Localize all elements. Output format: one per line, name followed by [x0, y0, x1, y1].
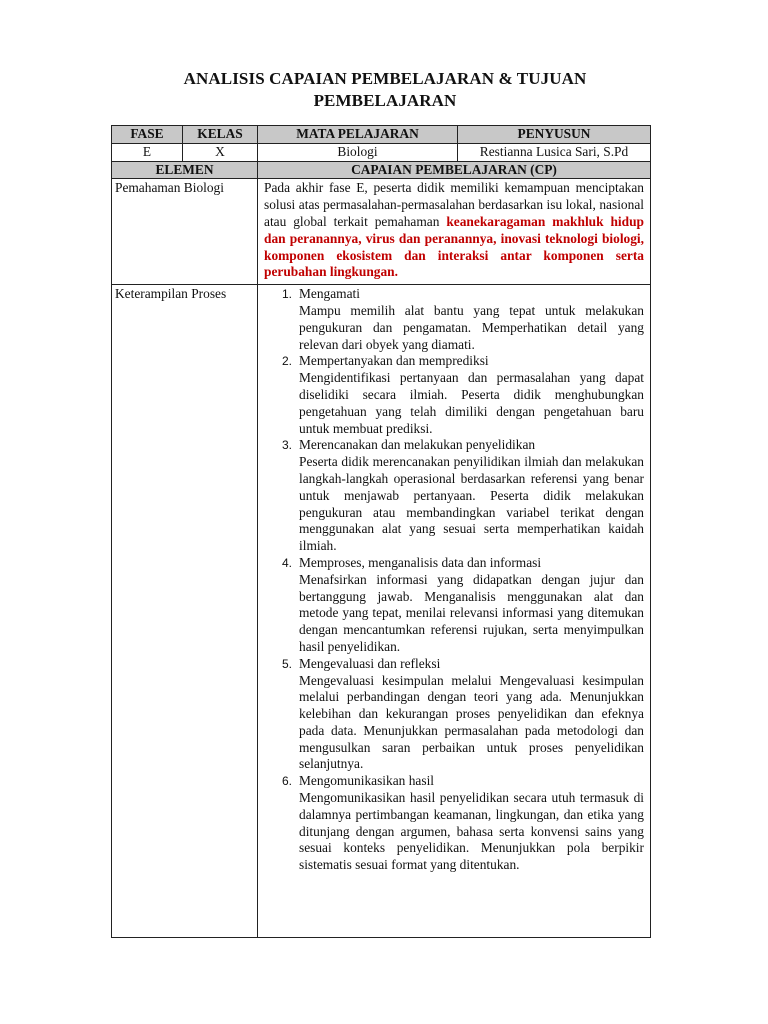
item-description: Mengidentifikasi pertanyaan dan permasalahan yang dapat diselidiki secara ilmiah. Peserta didik menghubungkan pengetahuan yang telah dimiliki dengan pengetahuan baru untuk membuat prediksi.	[299, 370, 644, 436]
header-mata-pelajaran: MATA PELAJARAN	[258, 126, 458, 144]
item-number: 1.	[281, 287, 292, 302]
cp-keterampilan-proses	[258, 285, 651, 938]
row-keterampilan-proses	[112, 285, 651, 938]
list-item	[258, 286, 644, 353]
item-number: 4.	[281, 555, 292, 570]
header-kelas: KELAS	[183, 126, 258, 144]
cp-highlight-text: keanekaragaman makhluk hidup dan peranannya, virus dan peranannya, inovasi teknologi biologi, komponen ekosistem dan interaksi antar komponen serta perubahan lingkungan.	[264, 213, 644, 280]
item-title: Merencanakan dan melakukan penyelidikan	[299, 437, 536, 453]
header-row	[112, 126, 651, 144]
item-number: 6.	[281, 774, 292, 789]
item-title: Mempertanyakan dan memprediksi	[299, 353, 489, 369]
item-title: Memproses, menganalisis data dan informasi	[299, 554, 542, 570]
value-fase: E	[112, 143, 183, 161]
list-item	[258, 437, 644, 555]
item-number: 2.	[281, 354, 292, 369]
title-line-1: ANALISIS CAPAIAN PEMBELAJARAN & TUJUAN	[183, 69, 587, 88]
row-pemahaman-biologi	[112, 179, 651, 285]
title-line-2: PEMBELAJARAN	[313, 91, 457, 110]
header-fase: FASE	[112, 126, 183, 144]
list-item	[258, 555, 644, 656]
values-row	[112, 143, 651, 161]
item-title: Mengomunikasikan hasil	[299, 773, 435, 789]
list-item	[258, 773, 644, 874]
header-elemen: ELEMEN	[112, 161, 258, 179]
item-description: Mampu memilih alat bantu yang tepat untuk melakukan pengukuran dan pengamatan. Memperhatikan detail yang relevan dari obyek yang diamati.	[299, 302, 644, 352]
item-title: Mengevaluasi dan refleksi	[299, 655, 441, 671]
header-penyusun: PENYUSUN	[458, 126, 651, 144]
document-title	[160, 68, 610, 112]
list-item	[258, 353, 644, 437]
list-item	[258, 656, 644, 774]
value-penyusun: Restianna Lusica Sari, S.Pd	[458, 143, 651, 161]
value-kelas: X	[183, 143, 258, 161]
cp-text: Pada akhir fase E, peserta didik memiliki kemampuan menciptakan solusi atas permasalahan-permasalahan berdasarkan isu lokal, nasional atau global terkait pemahaman	[264, 180, 644, 229]
item-description: Peserta didik merencanakan penyilidikan ilmiah dan melakukan langkah-langkah operasional berdasarkan referensi yang benar untuk menjawab pertanyaan. Peserta didik melakukan pengukuran atau membandingkan variabel terikat dengan menggunakan alat yang sesuai serta memperhatikan kaidah ilmiah.	[299, 454, 644, 554]
cp-pemahaman-biologi	[258, 179, 651, 285]
cp-table	[111, 125, 651, 938]
item-description: Mengevaluasi kesimpulan melalui Mengevaluasi kesimpulan melalui perbandingan dengan teori yang ada. Menunjukkan kelebihan dan kekurangan proses penyelidikan dan efeknya pada data. Menunjukkan permasalahan pada metodologi dan mengusulkan saran perbaikan untuk proses penyelidikan selanjutnya.	[299, 672, 644, 772]
elemen-keterampilan-proses: Keterampilan Proses	[112, 285, 258, 938]
item-number: 3.	[281, 438, 292, 453]
item-title: Mengamati	[299, 286, 360, 302]
item-description: Menafsirkan informasi yang didapatkan dengan jujur dan bertanggung jawab. Menganalisis menggunakan alat dan metode yang tepat, menilai relevansi informasi yang ditemukan dengan mencantumkan referensi rujukan, serta menyimpulkan hasil penyelidikan.	[299, 571, 644, 654]
elemen-pemahaman-biologi: Pemahaman Biologi	[112, 179, 258, 285]
item-description: Mengomunikasikan hasil penyelidikan secara utuh termasuk di dalamnya pertimbangan keamanan, lingkungan, dan etika yang ditunjang dengan argumen, bahasa serta konvensi sains yang sesuai konteks penyelidikan. Menunjukkan pola berpikir sistematis sesuai format yang ditentukan.	[299, 790, 644, 873]
header-row-2	[112, 161, 651, 179]
header-cp: CAPAIAN PEMBELAJARAN (CP)	[258, 161, 651, 179]
item-number: 5.	[281, 656, 292, 671]
value-mata-pelajaran: Biologi	[258, 143, 458, 161]
